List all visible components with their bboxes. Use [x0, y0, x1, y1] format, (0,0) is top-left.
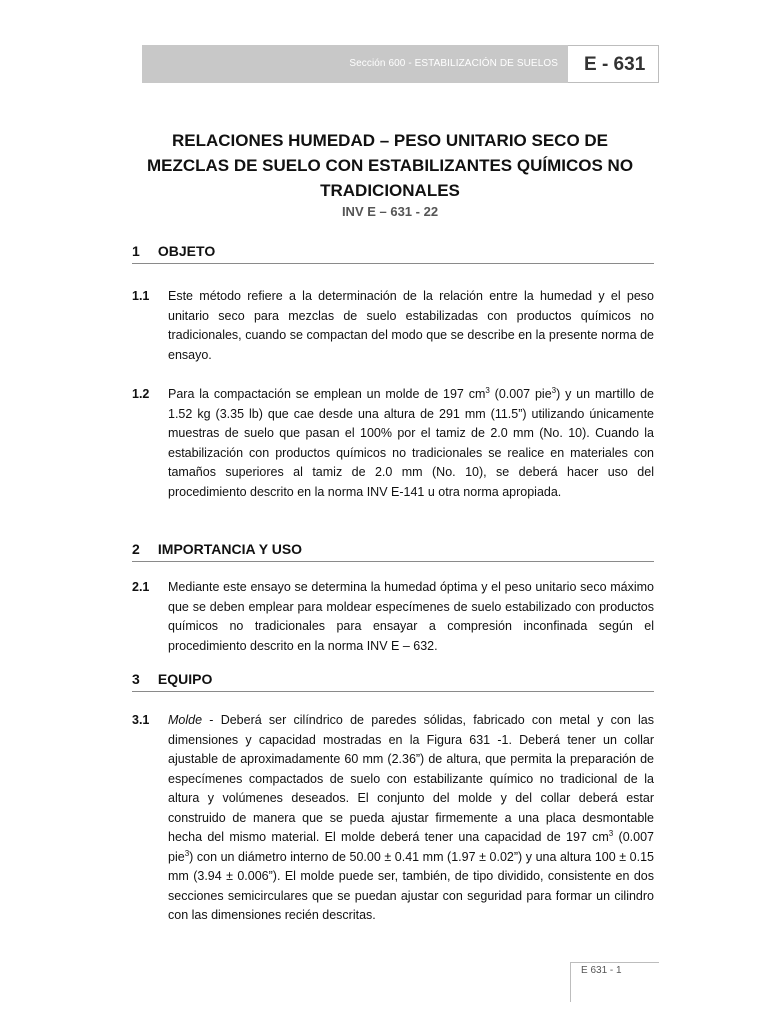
paragraph-number: 1.1 — [132, 289, 150, 303]
section-heading-objeto — [132, 242, 654, 264]
text-run: ) con un diámetro interno de 50.00 ± 0.41 mm (1.97 ± 0.02”) y una altura 100 ± 0.15 mm (3.94 ± 0.006”). El molde puede ser, también, de tipo dividido, consistente en dos secciones semicirculares que se puedan ajustar con seguridad para formar un cilindro con las dimensiones recién descritas. — [168, 849, 654, 922]
page-footer — [570, 962, 659, 1002]
paragraph-number: 2.1 — [132, 580, 150, 594]
section-title: OBJETO — [157, 243, 216, 259]
text-run: (0.007 pie — [489, 387, 552, 401]
section-title: EQUIPO — [157, 671, 213, 687]
section-number: 3 — [132, 671, 140, 687]
paragraph-3-1 — [132, 711, 654, 926]
paragraph-1-2 — [132, 385, 654, 502]
section-number: 1 — [132, 243, 140, 259]
section-heading-importancia — [132, 540, 654, 562]
superscript: 3 — [608, 828, 614, 838]
text-run: Para la compactación se emplean un molde de 197 cm — [168, 387, 486, 401]
paragraph-number: 3.1 — [132, 713, 150, 727]
paragraph-text — [168, 385, 654, 502]
paragraph-1-1 — [132, 287, 654, 365]
title-line-3: TRADICIONALES — [320, 181, 460, 200]
paragraph-number: 1.2 — [132, 387, 150, 401]
text-run: - Deberá ser cilíndrico de paredes sólidas, fabricado con metal y con las dimensiones y capacidad mostradas en la Figura 631 -1. Deberá tener un collar ajustable de aproximadamente 60 mm (2.36”) de altura, que permita la preparación de especímenes compactados de suelo con estabilizante químico no tradicional de la altura y volúmenes deseados. El conjunto del molde y del collar deberá estar construido de manera que se pueda ajustar firmemente a una placa desmontable hecha del mismo material. El molde deberá tener una capacidad de 197 cm — [168, 713, 654, 844]
text-run: ) y un martillo de 1.52 kg (3.35 lb) que cae desde una altura de 291 mm (11.5”) utilizando únicamente muestras de suelo que pasan el 100% por el tamiz de 2.0 mm (No. 10). Cuando la estabilización con productos químicos no tradicionales se realice en materiales con tamaños superiores al tamiz de 2.0 mm (No. 10), se deberá hacer uso del procedimiento descrito en la norma INV E-141 u otra norma apropiada. — [168, 387, 654, 499]
norm-code: INV E – 631 - 22 — [341, 204, 439, 219]
section-title: IMPORTANCIA Y USO — [157, 541, 303, 557]
norm-code-badge: E - 631 — [584, 54, 646, 75]
title-line-2: MEZCLAS DE SUELO CON ESTABILIZANTES QUÍMICOS NO — [146, 156, 634, 175]
superscript: 3 — [184, 848, 190, 858]
header-code-box — [568, 45, 659, 83]
paragraph-2-1 — [132, 578, 654, 656]
header-section-label: Sección 600 - ESTABILIZACIÓN DE SUELOS — [349, 58, 558, 69]
paragraph-text: Mediante este ensayo se determina la humedad óptima y el peso unitario seco máximo que se deben emplear para moldear especímenes de suelo estabilizado con productos químicos no tradicionales para ensayar a compresión inconfinada según el procedimiento descrito en la norma INV E – 632. — [168, 580, 654, 653]
section-heading-equipo — [132, 670, 654, 692]
superscript: 3 — [485, 385, 490, 395]
superscript: 3 — [551, 385, 557, 395]
text-run: (0.007 pie — [168, 830, 654, 864]
section-number: 2 — [132, 541, 140, 557]
paragraph-text — [168, 711, 654, 926]
document-title — [130, 128, 650, 203]
title-line-1: RELACIONES HUMEDAD – PESO UNITARIO SECO DE — [171, 131, 609, 150]
paragraph-text: Este método refiere a la determinación de la relación entre la humedad y el peso unitario seco para mezclas de suelo estabilizadas con productos químicos no tradicionales, cuando se compactan del modo que se describe en la presente norma de ensayo. — [168, 289, 654, 362]
term-italic: Molde — [168, 713, 203, 727]
header-bar — [142, 45, 568, 83]
page-number: E 631 - 1 — [581, 965, 622, 976]
